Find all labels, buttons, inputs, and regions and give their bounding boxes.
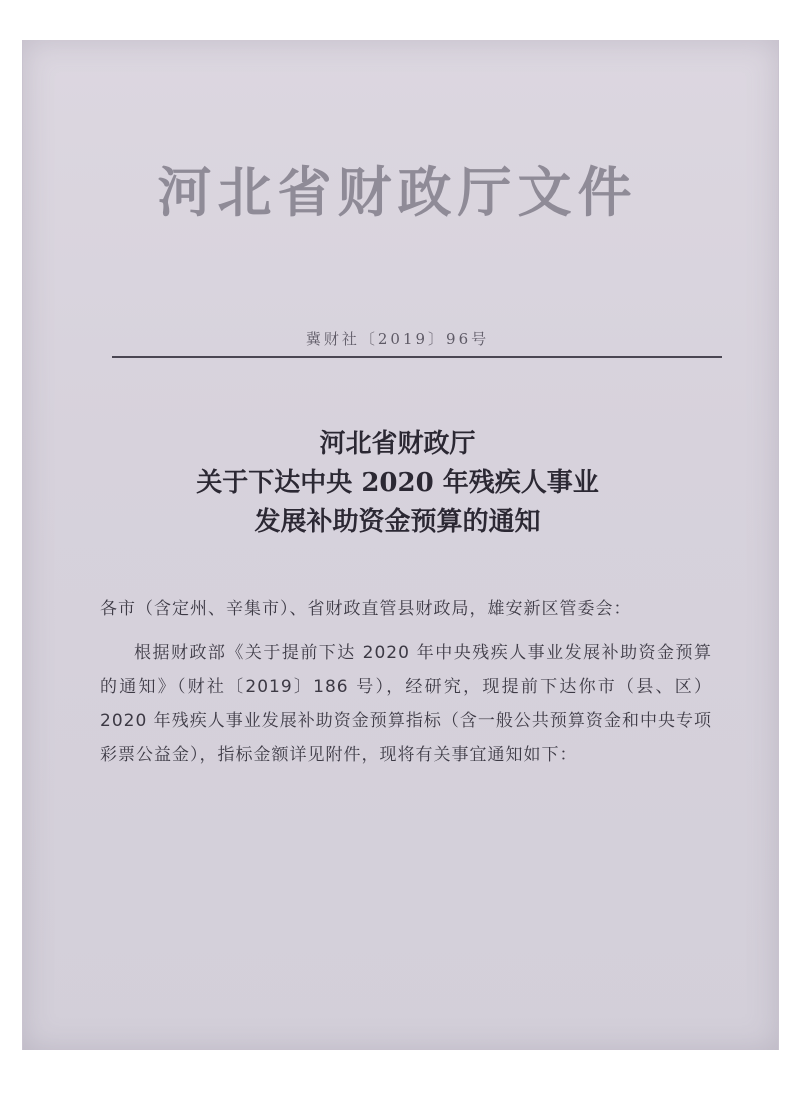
header-divider	[112, 356, 722, 358]
document-body	[100, 592, 712, 782]
document-number: 冀财社〔2019〕96号	[305, 330, 490, 348]
document-title	[0, 425, 795, 542]
salutation: 各市（含定州、辛集市）、省财政直管县财政局，雄安新区管委会：	[100, 599, 632, 619]
title-line-3: 发展补助资金预算的通知	[254, 507, 541, 537]
title-line-2: 关于下达中央 2020 年残疾人事业	[196, 468, 599, 498]
document-header: 河北省财政厅文件	[157, 160, 638, 224]
body-paragraph: 根据财政部《关于提前下达 2020 年中央残疾人事业发展补助资金预算的通知》（财社〔2019〕186 号），经研究，现提前下达你市（县、区）2020 年残疾人事业发展补助资金预算指标（含一般公共预算资金和中央专项彩票公益金），指标金额详见附件，现将有关事宜通知如下：	[100, 643, 712, 765]
title-line-1: 河北省财政厅	[319, 429, 476, 459]
